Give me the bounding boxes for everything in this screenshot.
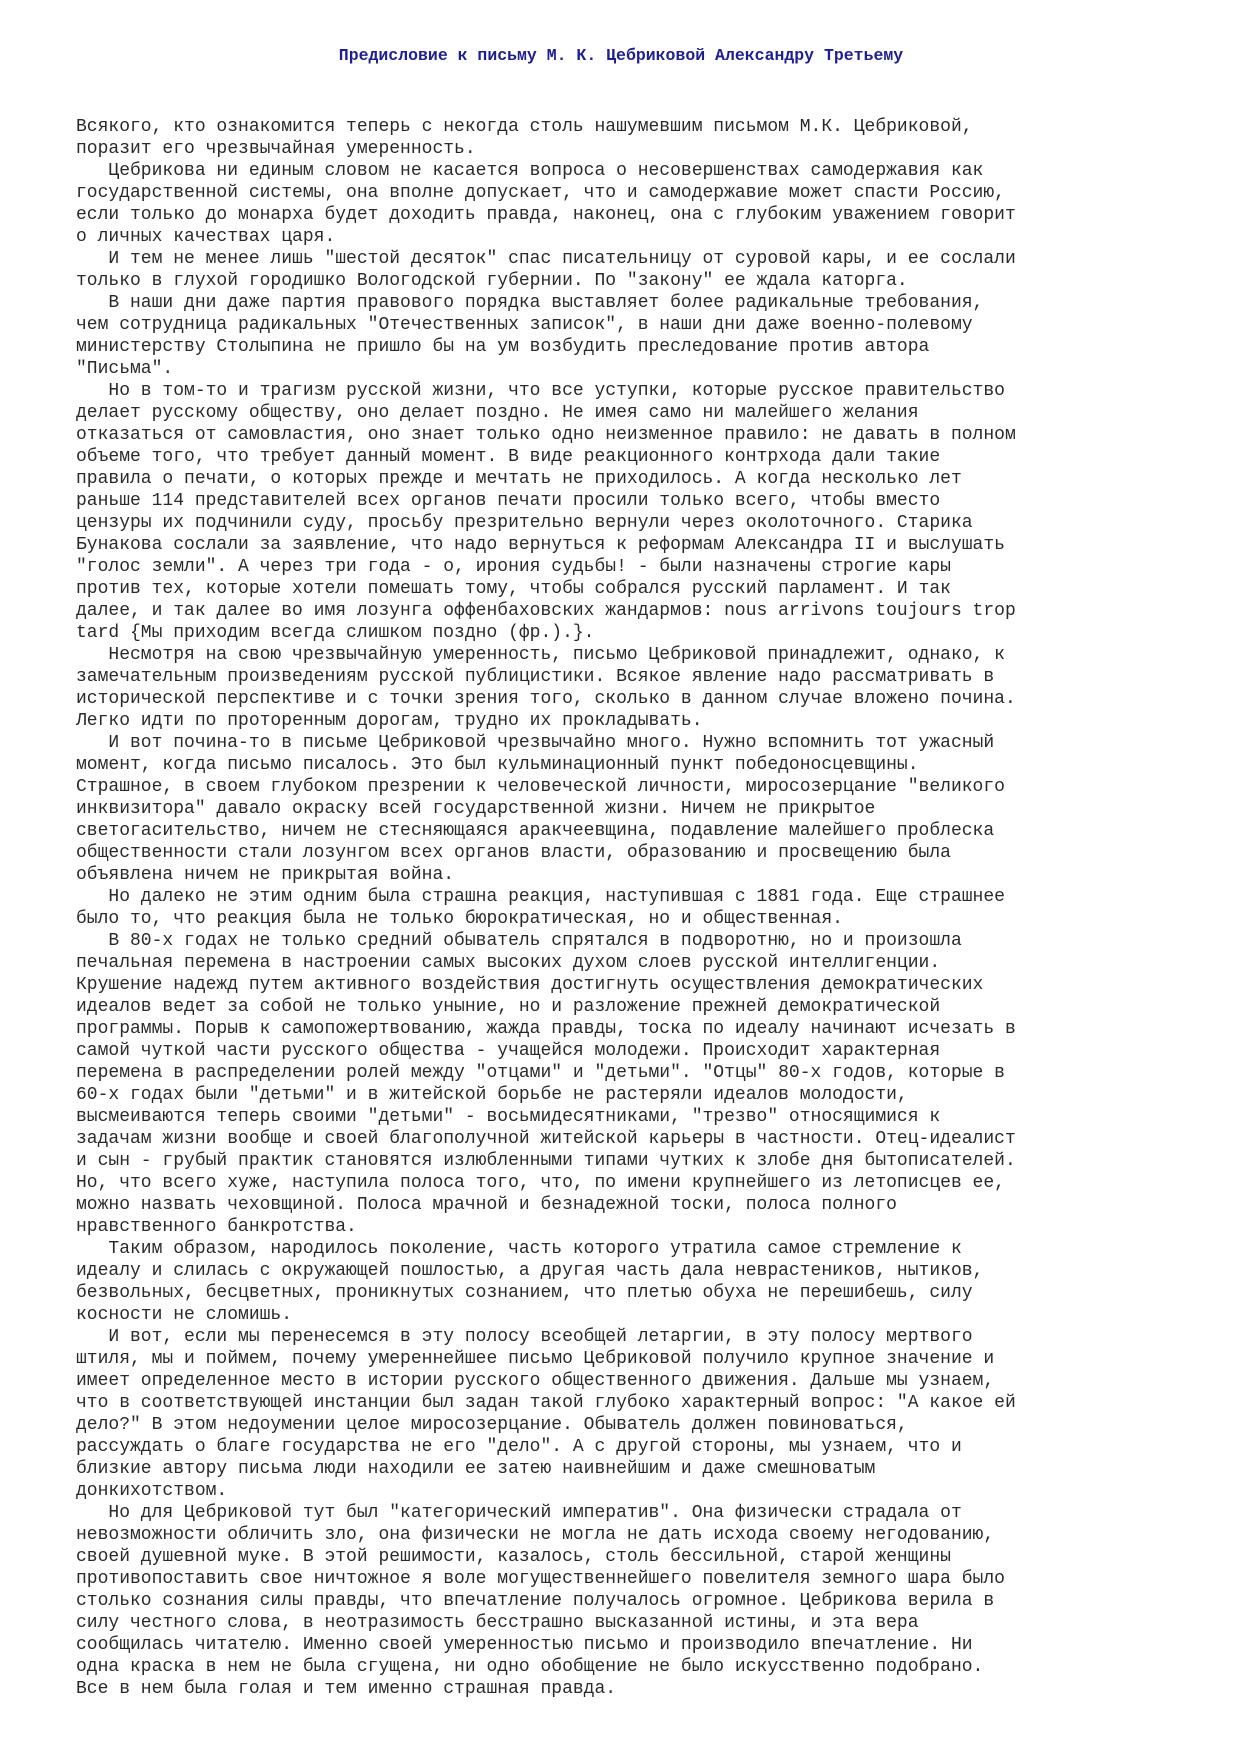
paragraph: Но в том-то и трагизм русской жизни, что все уступки, которые русское правительство делает русскому обществу, оно делает поздно. Не имея само ни малейшего желания отказаться от самовластия, оно знает только одно неизменное правило: не давать в полном объеме того, что требует данный момент. В виде реакционного контрхода дали такие правила о печати, о которых прежде и мечтать не приходилось. А когда несколько лет раньше 114 представителей всех органов печати просили только всего, чтобы вместо цензуры их подчинили суду, просьбу презрительно вернули через околоточного. Старика Бунакова сослали за заявление, что надо вернуться к реформам Александра II и выслушать "голос земли". А через три года - о, ирония судьбы! - были назначены строгие кары против тех, которые хотели помешать тому, чтобы собрался русский парламент. И так далее, и так далее во имя лозунга оффенбаховских жандармов: nous arrivons toujours trop tard {Мы приходим всегда слишком поздно (фр.).}. — [76, 381, 1016, 643]
paragraph: Цебрикова ни единым словом не касается вопроса о несовершенствах самодержавия как государственной системы, она вполне допускает, что и самодержавие может спасти Россию, если только до монарха будет доходить правда, наконец, она с глубоким уважением говорит о личных качествах царя. — [76, 161, 1016, 247]
paragraph: Но далеко не этим одним была страшна реакция, наступившая с 1881 года. Еще страшнее было то, что реакция была не только бюрократическая, но и общественная. — [76, 887, 1005, 929]
paragraph: Таким образом, народилось поколение, часть которого утратила самое стремление к идеалу и слилась с окружающей пошлостью, а другая часть дала неврастеников, нытиков, безвольных, бесцветных, проникнутых сознанием, что плетью обуха не перешибешь, силу косности не сломишь. — [76, 1239, 984, 1325]
paragraph: И вот, если мы перенесемся в эту полосу всеобщей летаргии, в эту полосу мертвого штиля, мы и поймем, почему умереннейшее письмо Цебриковой получило крупное значение и имеет определенное место в истории русского общественного движения. Дальше мы узнаем, что в соответствующей инстанции был задан такой глубоко характерный вопрос: "А какое ей дело?" В этом недоумении целое миросозерцание. Обыватель должен повиноваться, рассуждать о благе государства не его "дело". А с другой стороны, мы узнаем, что и близкие автору письма люди находили ее затею наивнейшим и даже смешноватым донкихотством. — [76, 1327, 1016, 1501]
paragraph: И тем не менее лишь "шестой десяток" спас писательницу от суровой кары, и ее сослали только в глухой городишко Вологодской губернии. По "закону" ее ждала каторга. — [76, 249, 1016, 291]
paragraph: В 80-х годах не только средний обыватель спрятался в подворотню, но и произошла печальная перемена в настроении самых высоких духом слоев русской интеллигенции. Крушение надежд путем активного воздействия достигнуть осуществления демократических идеалов ведет за собой не только уныние, но и разложение прежней демократической программы. Порыв к самопожертвованию, жажда правды, тоска по идеалу начинают исчезать в самой чуткой части русского общества - учащейся молодежи. Происходит характерная перемена в распределении ролей между "отцами" и "детьми". "Отцы" 80-х годов, которые в 60-х годах были "детьми" и в житейской борьбе не растеряли идеалов молодости, высмеиваются теперь своими "детьми" - восьмидесятниками, "трезво" относящимися к задачам жизни вообще и своей благополучной житейской карьеры в частности. Отец-идеалист и сын - грубый практик становятся излюбленными типами чутких к злобе дня бытописателей. Но, что всего хуже, наступила полоса того, что, по имени крупнейшего из летописцев ее, можно назвать чеховщиной. Полоса мрачной и безнадежной тоски, полоса полного нравственного банкротства. — [76, 931, 1016, 1237]
document-title: Предисловие к письму М. К. Цебриковой Александру Третьему — [338, 46, 904, 65]
document-body — [76, 116, 1166, 1700]
paragraph: Но для Цебриковой тут был "категорический императив". Она физически страдала от невозможности обличить зло, она физически не могла не дать исхода своему негодованию, своей душевной муке. В этой решимости, казалось, столь бессильной, старой женщины противопоставить свое ничтожное я воле могущественнейшего повелителя земного шара было столько сознания силы правды, что впечатление получалось огромное. Цебрикова верила в силу честного слова, в неотразимость бесстрашно высказанной истины, и эта вера сообщилась читателю. Именно своей умеренностью письмо и производило впечатление. Ни одна краска в нем не была сгущена, ни одно обобщение не было искусственно подобрано. Все в нем была голая и тем именно страшная правда. — [76, 1503, 1005, 1699]
paragraph: Несмотря на свою чрезвычайную умеренность, письмо Цебриковой принадлежит, однако, к замечательным произведениям русской публицистики. Всякое явление надо рассматривать в исторической перспективе и с точки зрения того, сколько в данном случае вложено почина. Легко идти по проторенным дорогам, трудно их прокладывать. — [76, 645, 1016, 731]
paragraph: Всякого, кто ознакомится теперь с некогда столь нашумевшим письмом М.К. Цебриковой, поразит его чрезвычайная умеренность. — [76, 117, 973, 159]
paragraph: И вот почина-то в письме Цебриковой чрезвычайно много. Нужно вспомнить тот ужасный момент, когда письмо писалось. Это был кульминационный пункт победоносцевщины. Страшное, в своем глубоком презрении к человеческой личности, миросозерцание "великого инквизитора" давало окраску всей государственной жизни. Ничем не прикрытое светогасительство, ничем не стесняющаяся аракчеевщина, подавление малейшего проблеска общественности стали лозунгом всех органов власти, образованию и просвещению была объявлена ничем не прикрытая война. — [76, 733, 1005, 885]
paragraph: В наши дни даже партия правового порядка выставляет более радикальные требования, чем сотрудница радикальных "Отечественных записок", в наши дни даже военно-полевому министерству Столыпина не пришло бы на ум возбудить преследование против автора "Письма". — [76, 293, 984, 379]
